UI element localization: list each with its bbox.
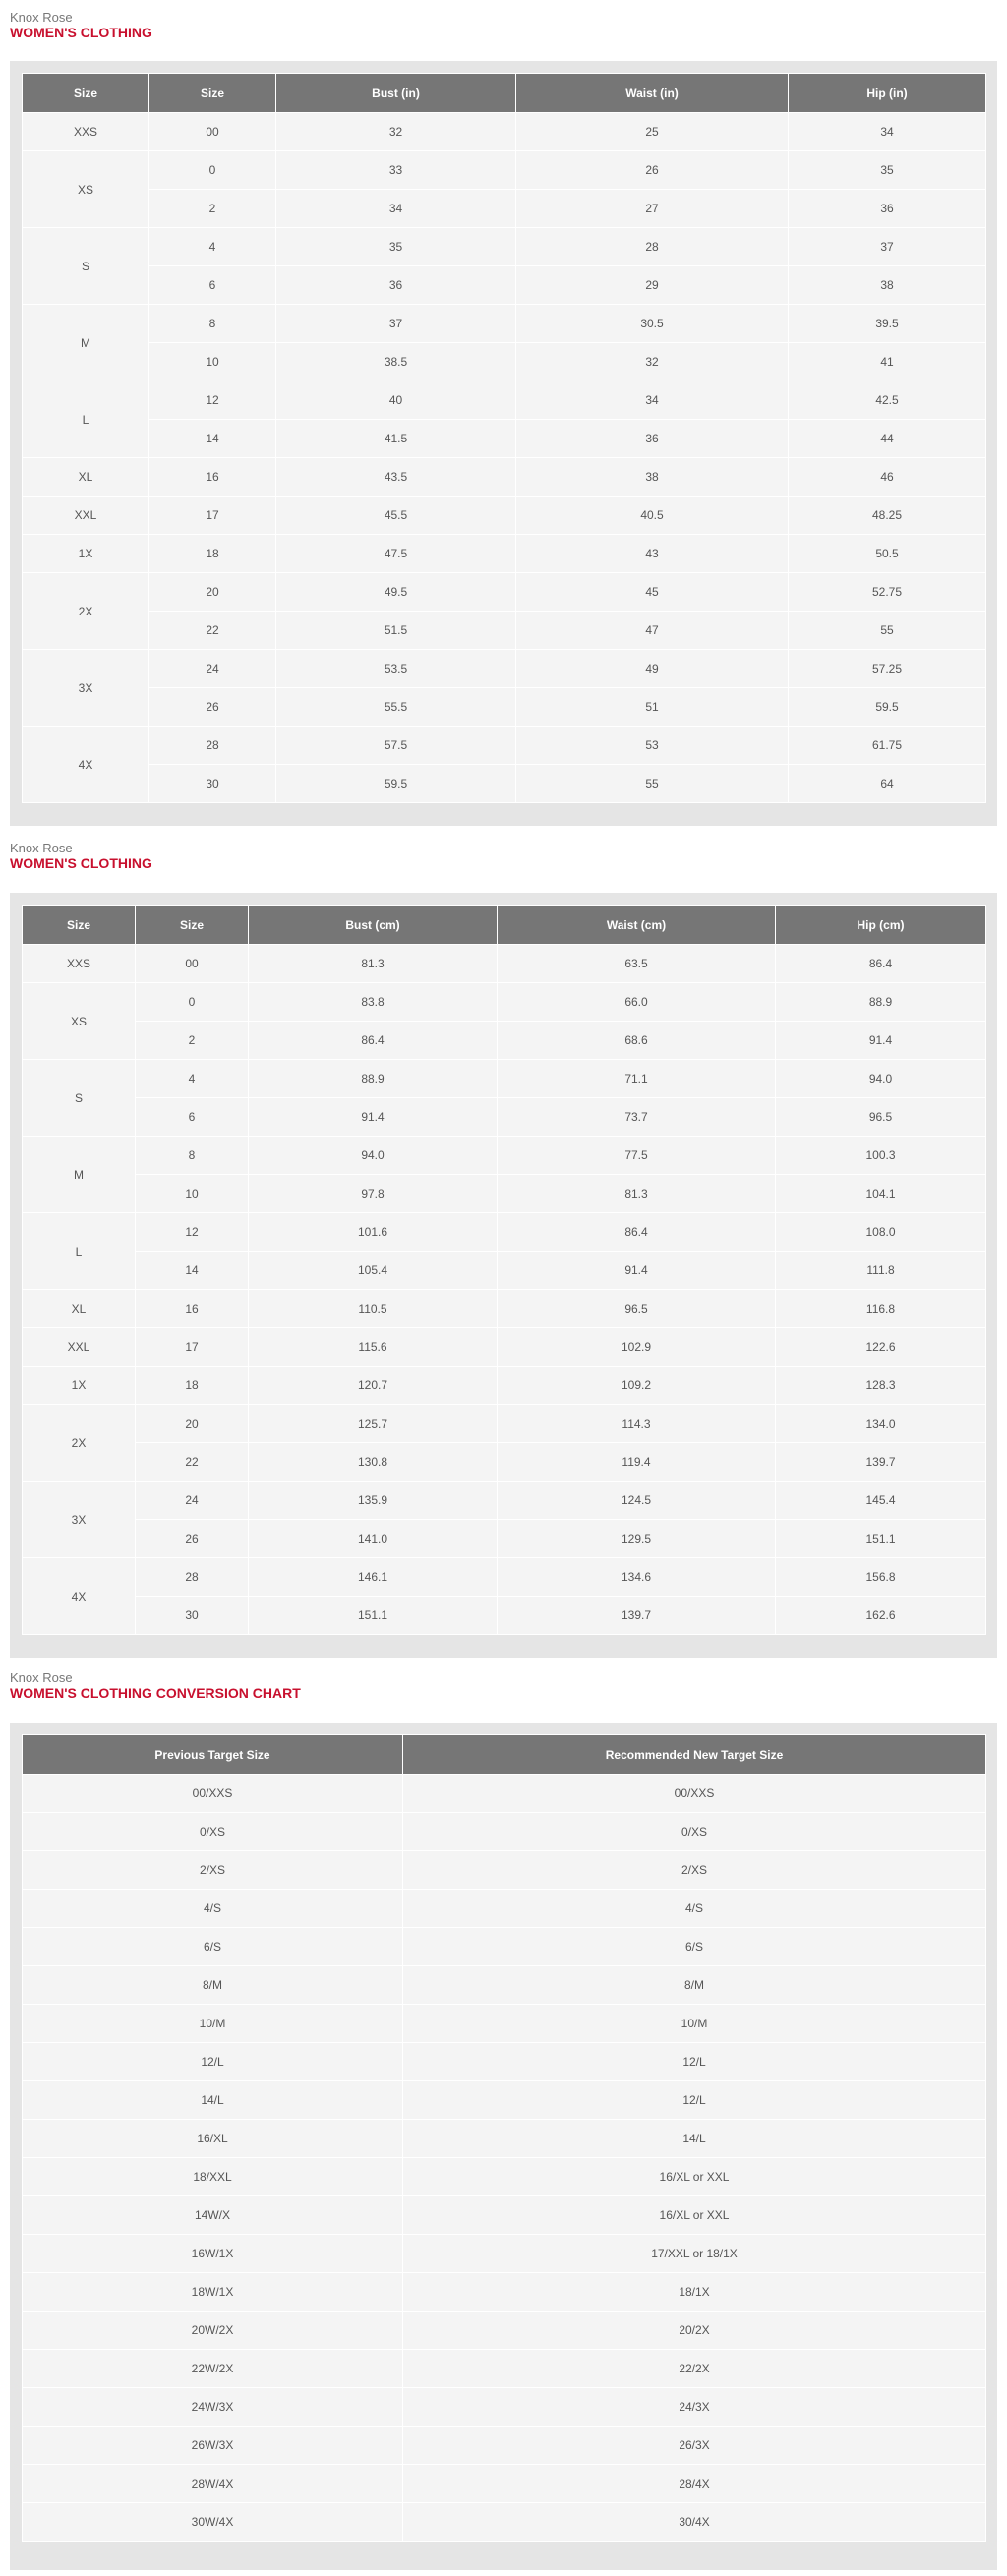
size-label-cell: 3X bbox=[23, 650, 149, 727]
table-cell: 36 bbox=[276, 266, 516, 305]
table-cell: 24/3X bbox=[403, 2388, 986, 2427]
table-panel bbox=[10, 1723, 997, 2570]
table-row bbox=[23, 2005, 986, 2043]
table-cell: 2 bbox=[136, 1022, 249, 1060]
table-cell: 27 bbox=[516, 190, 789, 228]
table-cell: 151.1 bbox=[249, 1597, 498, 1635]
table-cell: 47 bbox=[516, 612, 789, 650]
table-cell: 20 bbox=[136, 1405, 249, 1443]
table-cell: 4/S bbox=[23, 1890, 403, 1928]
table-cell: 45 bbox=[516, 573, 789, 612]
brand-name: Knox Rose bbox=[10, 841, 73, 855]
table-cell: 17 bbox=[149, 497, 276, 535]
table-cell: 22/2X bbox=[403, 2350, 986, 2388]
table-row bbox=[23, 2273, 986, 2312]
table-cell: 59.5 bbox=[276, 765, 516, 803]
table-cell: 141.0 bbox=[249, 1520, 498, 1558]
table-cell: 6 bbox=[136, 1098, 249, 1137]
table-cell: 88.9 bbox=[776, 983, 986, 1022]
table-row bbox=[23, 727, 986, 765]
table-cell: 0 bbox=[149, 151, 276, 190]
size-label-cell: XXL bbox=[23, 497, 149, 535]
table-cell: 4 bbox=[149, 228, 276, 266]
table-cell: 12/L bbox=[403, 2043, 986, 2081]
table-cell: 124.5 bbox=[498, 1482, 776, 1520]
table-cell: 83.8 bbox=[249, 983, 498, 1022]
table-cell: 61.75 bbox=[789, 727, 986, 765]
table-row bbox=[23, 1597, 986, 1635]
table-cell: 101.6 bbox=[249, 1213, 498, 1252]
table-cell: 38.5 bbox=[276, 343, 516, 381]
section-title: WOMEN'S CLOTHING bbox=[10, 25, 152, 40]
table-cell: 0/XS bbox=[23, 1813, 403, 1851]
table-cell: 6/S bbox=[23, 1928, 403, 1966]
table-cell: 4 bbox=[136, 1060, 249, 1098]
table-row bbox=[23, 1213, 986, 1252]
table-cell: 35 bbox=[789, 151, 986, 190]
table-cell: 24 bbox=[136, 1482, 249, 1520]
table-cell: 52.75 bbox=[789, 573, 986, 612]
table-cell: 39.5 bbox=[789, 305, 986, 343]
table-row bbox=[23, 1482, 986, 1520]
table-cell: 57.5 bbox=[276, 727, 516, 765]
table-cell: 17 bbox=[136, 1328, 249, 1367]
table-cell: 2/XS bbox=[403, 1851, 986, 1890]
size-label-cell: S bbox=[23, 1060, 136, 1137]
table-cell: 26W/3X bbox=[23, 2427, 403, 2465]
table-row bbox=[23, 1520, 986, 1558]
table-row bbox=[23, 1890, 986, 1928]
table-cell: 134.0 bbox=[776, 1405, 986, 1443]
table-row bbox=[23, 2158, 986, 2196]
table-cell: 29 bbox=[516, 266, 789, 305]
table-cell: 96.5 bbox=[498, 1290, 776, 1328]
table-row bbox=[23, 650, 986, 688]
table-cell: 53.5 bbox=[276, 650, 516, 688]
table-cell: 128.3 bbox=[776, 1367, 986, 1405]
table-cell: 12 bbox=[136, 1213, 249, 1252]
table-cell: 134.6 bbox=[498, 1558, 776, 1597]
size-label-cell: M bbox=[23, 305, 149, 381]
table-cell: 139.7 bbox=[776, 1443, 986, 1482]
column-header: Waist (cm) bbox=[498, 906, 776, 945]
table-cell: 10/M bbox=[23, 2005, 403, 2043]
table-cell: 25 bbox=[516, 113, 789, 151]
size-label-cell: 1X bbox=[23, 1367, 136, 1405]
table-row bbox=[23, 535, 986, 573]
size-label-cell: XXS bbox=[23, 113, 149, 151]
table-cell: 42.5 bbox=[789, 381, 986, 420]
table-row bbox=[23, 1813, 986, 1851]
column-header: Waist (in) bbox=[516, 74, 789, 113]
table-cell: 100.3 bbox=[776, 1137, 986, 1175]
column-header: Bust (cm) bbox=[249, 906, 498, 945]
table-cell: 34 bbox=[789, 113, 986, 151]
table-row bbox=[23, 1252, 986, 1290]
table-cell: 16/XL or XXL bbox=[403, 2158, 986, 2196]
size-label-cell: 3X bbox=[23, 1482, 136, 1558]
table-cell: 6/S bbox=[403, 1928, 986, 1966]
table-row bbox=[23, 688, 986, 727]
size-label-cell: XL bbox=[23, 1290, 136, 1328]
table-cell: 120.7 bbox=[249, 1367, 498, 1405]
table-cell: 36 bbox=[789, 190, 986, 228]
table-cell: 8 bbox=[136, 1137, 249, 1175]
table-cell: 146.1 bbox=[249, 1558, 498, 1597]
table-cell: 156.8 bbox=[776, 1558, 986, 1597]
table-row bbox=[23, 2465, 986, 2503]
table-cell: 6 bbox=[149, 266, 276, 305]
table-cell: 18/XXL bbox=[23, 2158, 403, 2196]
table-cell: 40.5 bbox=[516, 497, 789, 535]
table-cell: 20 bbox=[149, 573, 276, 612]
size-label-cell: XL bbox=[23, 458, 149, 497]
size-label-cell: S bbox=[23, 228, 149, 305]
table-cell: 77.5 bbox=[498, 1137, 776, 1175]
size-label-cell: L bbox=[23, 1213, 136, 1290]
size-label-cell: 1X bbox=[23, 535, 149, 573]
size-label-cell: 2X bbox=[23, 573, 149, 650]
table-cell: 47.5 bbox=[276, 535, 516, 573]
table-row bbox=[23, 2196, 986, 2235]
column-header: Size bbox=[23, 906, 136, 945]
table-cell: 59.5 bbox=[789, 688, 986, 727]
brand-name: Knox Rose bbox=[10, 1670, 73, 1685]
table-cell: 30.5 bbox=[516, 305, 789, 343]
table-cell: 66.0 bbox=[498, 983, 776, 1022]
table-cell: 36 bbox=[516, 420, 789, 458]
size-label-cell: M bbox=[23, 1137, 136, 1213]
table-cell: 50.5 bbox=[789, 535, 986, 573]
table-row bbox=[23, 1775, 986, 1813]
table-cell: 0 bbox=[136, 983, 249, 1022]
table-row bbox=[23, 765, 986, 803]
table-row bbox=[23, 1851, 986, 1890]
table-row bbox=[23, 983, 986, 1022]
table-cell: 37 bbox=[789, 228, 986, 266]
table-row bbox=[23, 381, 986, 420]
table-cell: 24W/3X bbox=[23, 2388, 403, 2427]
table-cell: 00 bbox=[136, 945, 249, 983]
table-cell: 2 bbox=[149, 190, 276, 228]
table-cell: 38 bbox=[789, 266, 986, 305]
table-row bbox=[23, 573, 986, 612]
table-cell: 38 bbox=[516, 458, 789, 497]
table-cell: 45.5 bbox=[276, 497, 516, 535]
table-cell: 8/M bbox=[23, 1966, 403, 2005]
table-cell: 115.6 bbox=[249, 1328, 498, 1367]
table-cell: 26/3X bbox=[403, 2427, 986, 2465]
table-cell: 00/XXS bbox=[403, 1775, 986, 1813]
table-cell: 16/XL or XXL bbox=[403, 2196, 986, 2235]
table-cell: 63.5 bbox=[498, 945, 776, 983]
table-cell: 43.5 bbox=[276, 458, 516, 497]
table-cell: 71.1 bbox=[498, 1060, 776, 1098]
table-cell: 130.8 bbox=[249, 1443, 498, 1482]
column-header: Hip (cm) bbox=[776, 906, 986, 945]
table-row bbox=[23, 1022, 986, 1060]
table-cell: 94.0 bbox=[776, 1060, 986, 1098]
table-cell: 135.9 bbox=[249, 1482, 498, 1520]
table-row bbox=[23, 1558, 986, 1597]
table-row bbox=[23, 1966, 986, 2005]
table-cell: 129.5 bbox=[498, 1520, 776, 1558]
table-cell: 86.4 bbox=[498, 1213, 776, 1252]
table-cell: 14/L bbox=[23, 2081, 403, 2120]
table-cell: 139.7 bbox=[498, 1597, 776, 1635]
table-cell: 96.5 bbox=[776, 1098, 986, 1137]
table-row bbox=[23, 2427, 986, 2465]
table-row bbox=[23, 113, 986, 151]
table-cell: 12 bbox=[149, 381, 276, 420]
table-row bbox=[23, 2503, 986, 2542]
size-label-cell: 2X bbox=[23, 1405, 136, 1482]
table-cell: 109.2 bbox=[498, 1367, 776, 1405]
column-header: Hip (in) bbox=[789, 74, 986, 113]
table-cell: 86.4 bbox=[776, 945, 986, 983]
table-row bbox=[23, 2081, 986, 2120]
conversion-table bbox=[22, 1734, 986, 2542]
table-cell: 18/1X bbox=[403, 2273, 986, 2312]
table-row bbox=[23, 1367, 986, 1405]
table-row bbox=[23, 1328, 986, 1367]
table-cell: 4/S bbox=[403, 1890, 986, 1928]
table-cell: 28/4X bbox=[403, 2465, 986, 2503]
table-cell: 125.7 bbox=[249, 1405, 498, 1443]
table-cell: 17/XXL or 18/1X bbox=[403, 2235, 986, 2273]
table-cell: 12/L bbox=[403, 2081, 986, 2120]
table-row bbox=[23, 612, 986, 650]
column-header: Recommended New Target Size bbox=[403, 1735, 986, 1775]
table-cell: 94.0 bbox=[249, 1137, 498, 1175]
table-row bbox=[23, 305, 986, 343]
size-label-cell: L bbox=[23, 381, 149, 458]
table-cell: 116.8 bbox=[776, 1290, 986, 1328]
table-cell: 46 bbox=[789, 458, 986, 497]
table-panel bbox=[10, 61, 997, 826]
table-cell: 0/XS bbox=[403, 1813, 986, 1851]
table-cell: 30 bbox=[149, 765, 276, 803]
table-cell: 55.5 bbox=[276, 688, 516, 727]
table-cell: 34 bbox=[276, 190, 516, 228]
table-cell: 102.9 bbox=[498, 1328, 776, 1367]
table-cell: 88.9 bbox=[249, 1060, 498, 1098]
table-cell: 51.5 bbox=[276, 612, 516, 650]
table-row bbox=[23, 2350, 986, 2388]
table-cell: 81.3 bbox=[249, 945, 498, 983]
table-row bbox=[23, 420, 986, 458]
table-cell: 28 bbox=[516, 228, 789, 266]
table-cell: 28W/4X bbox=[23, 2465, 403, 2503]
table-row bbox=[23, 266, 986, 305]
table-cell: 122.6 bbox=[776, 1328, 986, 1367]
table-row bbox=[23, 190, 986, 228]
table-cell: 51 bbox=[516, 688, 789, 727]
table-cell: 32 bbox=[516, 343, 789, 381]
table-cell: 2/XS bbox=[23, 1851, 403, 1890]
table-cell: 40 bbox=[276, 381, 516, 420]
column-header: Bust (in) bbox=[276, 74, 516, 113]
table-cell: 41 bbox=[789, 343, 986, 381]
table-cell: 00/XXS bbox=[23, 1775, 403, 1813]
table-row bbox=[23, 1175, 986, 1213]
table-cell: 16/XL bbox=[23, 2120, 403, 2158]
table-cell: 26 bbox=[149, 688, 276, 727]
table-row bbox=[23, 2312, 986, 2350]
table-cell: 37 bbox=[276, 305, 516, 343]
table-cell: 10 bbox=[136, 1175, 249, 1213]
size-label-cell: XS bbox=[23, 151, 149, 228]
table-cell: 33 bbox=[276, 151, 516, 190]
table-cell: 22 bbox=[136, 1443, 249, 1482]
table-cell: 14 bbox=[149, 420, 276, 458]
table-cell: 105.4 bbox=[249, 1252, 498, 1290]
size-label-cell: XXS bbox=[23, 945, 136, 983]
table-cell: 49 bbox=[516, 650, 789, 688]
table-cell: 16 bbox=[149, 458, 276, 497]
size-table-inches bbox=[22, 73, 986, 803]
table-cell: 91.4 bbox=[498, 1252, 776, 1290]
table-cell: 44 bbox=[789, 420, 986, 458]
size-label-cell: XXL bbox=[23, 1328, 136, 1367]
table-cell: 28 bbox=[149, 727, 276, 765]
table-row bbox=[23, 343, 986, 381]
table-cell: 43 bbox=[516, 535, 789, 573]
table-cell: 00 bbox=[149, 113, 276, 151]
table-cell: 30W/4X bbox=[23, 2503, 403, 2542]
column-header: Size bbox=[23, 74, 149, 113]
table-row bbox=[23, 497, 986, 535]
table-panel bbox=[10, 893, 997, 1658]
table-cell: 16 bbox=[136, 1290, 249, 1328]
table-cell: 18 bbox=[149, 535, 276, 573]
table-cell: 162.6 bbox=[776, 1597, 986, 1635]
table-cell: 28 bbox=[136, 1558, 249, 1597]
table-cell: 114.3 bbox=[498, 1405, 776, 1443]
table-cell: 53 bbox=[516, 727, 789, 765]
table-cell: 8 bbox=[149, 305, 276, 343]
table-cell: 10 bbox=[149, 343, 276, 381]
table-cell: 16W/1X bbox=[23, 2235, 403, 2273]
table-cell: 110.5 bbox=[249, 1290, 498, 1328]
table-row bbox=[23, 458, 986, 497]
table-cell: 41.5 bbox=[276, 420, 516, 458]
size-label-cell: XS bbox=[23, 983, 136, 1060]
brand-name: Knox Rose bbox=[10, 10, 73, 25]
table-cell: 30/4X bbox=[403, 2503, 986, 2542]
table-cell: 145.4 bbox=[776, 1482, 986, 1520]
table-cell: 104.1 bbox=[776, 1175, 986, 1213]
table-cell: 22 bbox=[149, 612, 276, 650]
table-cell: 24 bbox=[149, 650, 276, 688]
table-cell: 14W/X bbox=[23, 2196, 403, 2235]
table-row bbox=[23, 1137, 986, 1175]
table-cell: 108.0 bbox=[776, 1213, 986, 1252]
table-row bbox=[23, 2388, 986, 2427]
size-label-cell: 4X bbox=[23, 1558, 136, 1635]
column-header: Size bbox=[149, 74, 276, 113]
table-row bbox=[23, 1405, 986, 1443]
table-cell: 48.25 bbox=[789, 497, 986, 535]
table-cell: 35 bbox=[276, 228, 516, 266]
table-cell: 119.4 bbox=[498, 1443, 776, 1482]
table-cell: 81.3 bbox=[498, 1175, 776, 1213]
table-cell: 8/M bbox=[403, 1966, 986, 2005]
table-row bbox=[23, 1443, 986, 1482]
section-title: WOMEN'S CLOTHING CONVERSION CHART bbox=[10, 1685, 301, 1701]
table-cell: 26 bbox=[136, 1520, 249, 1558]
column-header: Size bbox=[136, 906, 249, 945]
table-row bbox=[23, 2235, 986, 2273]
table-row bbox=[23, 945, 986, 983]
size-label-cell: 4X bbox=[23, 727, 149, 803]
table-cell: 30 bbox=[136, 1597, 249, 1635]
table-cell: 34 bbox=[516, 381, 789, 420]
table-cell: 55 bbox=[789, 612, 986, 650]
table-cell: 68.6 bbox=[498, 1022, 776, 1060]
table-cell: 22W/2X bbox=[23, 2350, 403, 2388]
table-cell: 91.4 bbox=[776, 1022, 986, 1060]
table-row bbox=[23, 1098, 986, 1137]
table-cell: 18 bbox=[136, 1367, 249, 1405]
table-cell: 73.7 bbox=[498, 1098, 776, 1137]
table-cell: 14/L bbox=[403, 2120, 986, 2158]
table-cell: 20W/2X bbox=[23, 2312, 403, 2350]
table-cell: 151.1 bbox=[776, 1520, 986, 1558]
table-cell: 91.4 bbox=[249, 1098, 498, 1137]
section-title: WOMEN'S CLOTHING bbox=[10, 855, 152, 871]
table-row bbox=[23, 2043, 986, 2081]
table-cell: 20/2X bbox=[403, 2312, 986, 2350]
table-row bbox=[23, 2120, 986, 2158]
table-cell: 49.5 bbox=[276, 573, 516, 612]
table-cell: 86.4 bbox=[249, 1022, 498, 1060]
table-row bbox=[23, 151, 986, 190]
table-row bbox=[23, 1290, 986, 1328]
table-row bbox=[23, 1060, 986, 1098]
table-cell: 55 bbox=[516, 765, 789, 803]
table-cell: 12/L bbox=[23, 2043, 403, 2081]
size-table-cm bbox=[22, 905, 986, 1635]
table-cell: 111.8 bbox=[776, 1252, 986, 1290]
table-cell: 18W/1X bbox=[23, 2273, 403, 2312]
table-cell: 10/M bbox=[403, 2005, 986, 2043]
column-header: Previous Target Size bbox=[23, 1735, 403, 1775]
table-cell: 14 bbox=[136, 1252, 249, 1290]
table-cell: 97.8 bbox=[249, 1175, 498, 1213]
table-cell: 57.25 bbox=[789, 650, 986, 688]
table-row bbox=[23, 228, 986, 266]
table-row bbox=[23, 1928, 986, 1966]
table-cell: 64 bbox=[789, 765, 986, 803]
table-cell: 32 bbox=[276, 113, 516, 151]
table-cell: 26 bbox=[516, 151, 789, 190]
